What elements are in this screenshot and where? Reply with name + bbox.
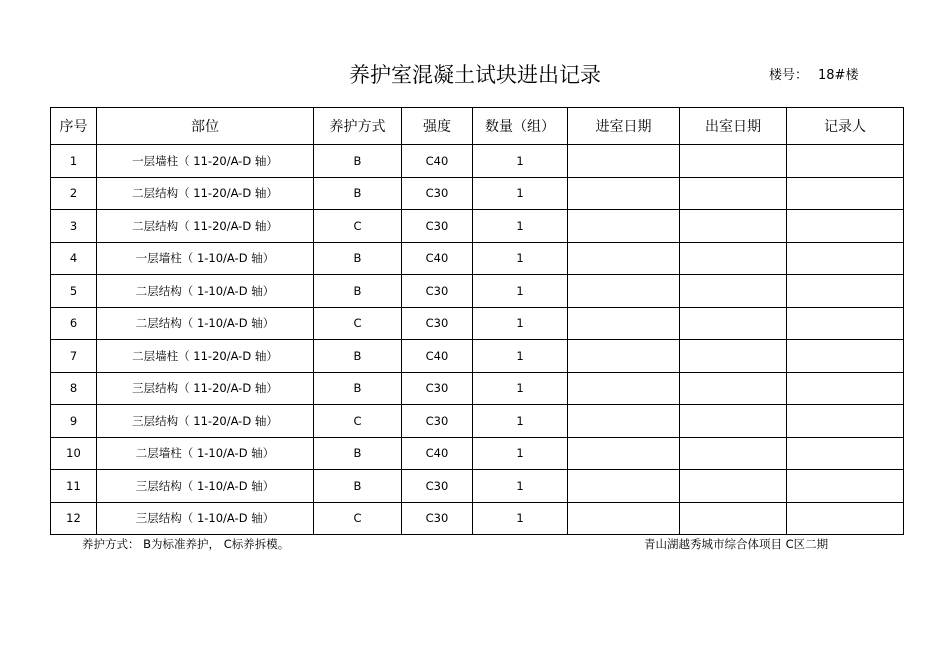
- table-row: [51, 275, 904, 308]
- cell-location: 一层墙柱（ 1-10/A-D 轴）: [97, 242, 314, 275]
- cell-method: C: [314, 210, 402, 243]
- table-row: [51, 437, 904, 470]
- cell-method: B: [314, 177, 402, 210]
- cell-no: 3: [51, 210, 97, 243]
- cell-out-date: [680, 145, 787, 178]
- cell-location: 三层结构（ 1-10/A-D 轴）: [97, 502, 314, 535]
- table-body: [51, 145, 904, 535]
- cell-recorder: [787, 405, 904, 438]
- cell-in-date: [568, 275, 680, 308]
- cell-in-date: [568, 210, 680, 243]
- cell-recorder: [787, 372, 904, 405]
- building-label: 楼号：: [769, 68, 809, 83]
- cell-recorder: [787, 307, 904, 340]
- cell-grade: C30: [402, 177, 473, 210]
- project-name: 青山湖越秀城市综合体项目 C区二期: [644, 537, 829, 551]
- cell-grade: C30: [402, 275, 473, 308]
- cell-out-date: [680, 502, 787, 535]
- cell-location: 三层结构（ 11-20/A-D 轴）: [97, 372, 314, 405]
- cell-recorder: [787, 177, 904, 210]
- table-row: [51, 470, 904, 503]
- table-header-row: [51, 108, 904, 145]
- cell-location: 二层墙柱（ 1-10/A-D 轴）: [97, 437, 314, 470]
- table-row: [51, 405, 904, 438]
- cell-in-date: [568, 307, 680, 340]
- cell-quantity: 1: [473, 470, 568, 503]
- cell-out-date: [680, 470, 787, 503]
- cell-in-date: [568, 177, 680, 210]
- cell-no: 7: [51, 340, 97, 373]
- cell-grade: C30: [402, 470, 473, 503]
- header-grade: 强度: [402, 108, 473, 145]
- cell-recorder: [787, 242, 904, 275]
- header-location: 部位: [97, 108, 314, 145]
- cell-out-date: [680, 372, 787, 405]
- header-in-date: 进室日期: [568, 108, 680, 145]
- cell-out-date: [680, 437, 787, 470]
- table-row: [51, 307, 904, 340]
- cell-recorder: [787, 502, 904, 535]
- cell-no: 1: [51, 145, 97, 178]
- cell-location: 二层墙柱（ 11-20/A-D 轴）: [97, 340, 314, 373]
- cell-recorder: [787, 437, 904, 470]
- cell-location: 二层结构（ 1-10/A-D 轴）: [97, 307, 314, 340]
- cell-out-date: [680, 340, 787, 373]
- cell-in-date: [568, 502, 680, 535]
- cell-recorder: [787, 210, 904, 243]
- cell-grade: C40: [402, 242, 473, 275]
- document-title: 养护室混凝土试块进出记录: [349, 63, 601, 87]
- curing-method-note: 养护方式： B为标准养护， C标养拆模。: [82, 537, 290, 551]
- cell-recorder: [787, 340, 904, 373]
- header-no: 序号: [51, 108, 97, 145]
- cell-no: 8: [51, 372, 97, 405]
- cell-quantity: 1: [473, 242, 568, 275]
- cell-quantity: 1: [473, 177, 568, 210]
- header-quantity: 数量（组）: [473, 108, 568, 145]
- cell-grade: C30: [402, 307, 473, 340]
- cell-quantity: 1: [473, 405, 568, 438]
- cell-quantity: 1: [473, 307, 568, 340]
- cell-location: 二层结构（ 11-20/A-D 轴）: [97, 210, 314, 243]
- cell-quantity: 1: [473, 275, 568, 308]
- cell-quantity: 1: [473, 145, 568, 178]
- cell-grade: C40: [402, 437, 473, 470]
- cell-method: B: [314, 242, 402, 275]
- cell-no: 4: [51, 242, 97, 275]
- cell-method: C: [314, 405, 402, 438]
- cell-out-date: [680, 405, 787, 438]
- cell-quantity: 1: [473, 372, 568, 405]
- header-method: 养护方式: [314, 108, 402, 145]
- building-number: [769, 66, 858, 86]
- cell-in-date: [568, 405, 680, 438]
- cell-method: B: [314, 275, 402, 308]
- cell-grade: C40: [402, 340, 473, 373]
- table-row: [51, 210, 904, 243]
- cell-method: B: [314, 340, 402, 373]
- cell-in-date: [568, 242, 680, 275]
- cell-location: 一层墙柱（ 11-20/A-D 轴）: [97, 145, 314, 178]
- cell-no: 9: [51, 405, 97, 438]
- cell-grade: C40: [402, 145, 473, 178]
- cell-method: B: [314, 470, 402, 503]
- cell-quantity: 1: [473, 340, 568, 373]
- cell-method: C: [314, 502, 402, 535]
- header-out-date: 出室日期: [680, 108, 787, 145]
- cell-quantity: 1: [473, 502, 568, 535]
- cell-no: 11: [51, 470, 97, 503]
- building-value: 18#楼: [818, 68, 859, 83]
- cell-no: 10: [51, 437, 97, 470]
- cell-grade: C30: [402, 210, 473, 243]
- table-row: [51, 502, 904, 535]
- cell-quantity: 1: [473, 210, 568, 243]
- cell-in-date: [568, 470, 680, 503]
- cell-in-date: [568, 437, 680, 470]
- cell-grade: C30: [402, 502, 473, 535]
- cell-quantity: 1: [473, 437, 568, 470]
- cell-method: B: [314, 372, 402, 405]
- cell-method: B: [314, 145, 402, 178]
- cell-out-date: [680, 242, 787, 275]
- cell-grade: C30: [402, 405, 473, 438]
- cell-location: 三层结构（ 11-20/A-D 轴）: [97, 405, 314, 438]
- cell-in-date: [568, 372, 680, 405]
- table-row: [51, 372, 904, 405]
- cell-location: 三层结构（ 1-10/A-D 轴）: [97, 470, 314, 503]
- table-row: [51, 242, 904, 275]
- cell-no: 5: [51, 275, 97, 308]
- cell-out-date: [680, 307, 787, 340]
- cell-recorder: [787, 145, 904, 178]
- cell-recorder: [787, 275, 904, 308]
- record-table: [50, 107, 904, 535]
- cell-in-date: [568, 145, 680, 178]
- cell-location: 二层结构（ 1-10/A-D 轴）: [97, 275, 314, 308]
- cell-method: C: [314, 307, 402, 340]
- cell-in-date: [568, 340, 680, 373]
- header-recorder: 记录人: [787, 108, 904, 145]
- cell-recorder: [787, 470, 904, 503]
- table-row: [51, 340, 904, 373]
- cell-out-date: [680, 210, 787, 243]
- cell-no: 6: [51, 307, 97, 340]
- table-row: [51, 177, 904, 210]
- table-row: [51, 145, 904, 178]
- cell-out-date: [680, 275, 787, 308]
- cell-method: B: [314, 437, 402, 470]
- cell-no: 2: [51, 177, 97, 210]
- cell-grade: C30: [402, 372, 473, 405]
- cell-no: 12: [51, 502, 97, 535]
- cell-location: 二层结构（ 11-20/A-D 轴）: [97, 177, 314, 210]
- cell-out-date: [680, 177, 787, 210]
